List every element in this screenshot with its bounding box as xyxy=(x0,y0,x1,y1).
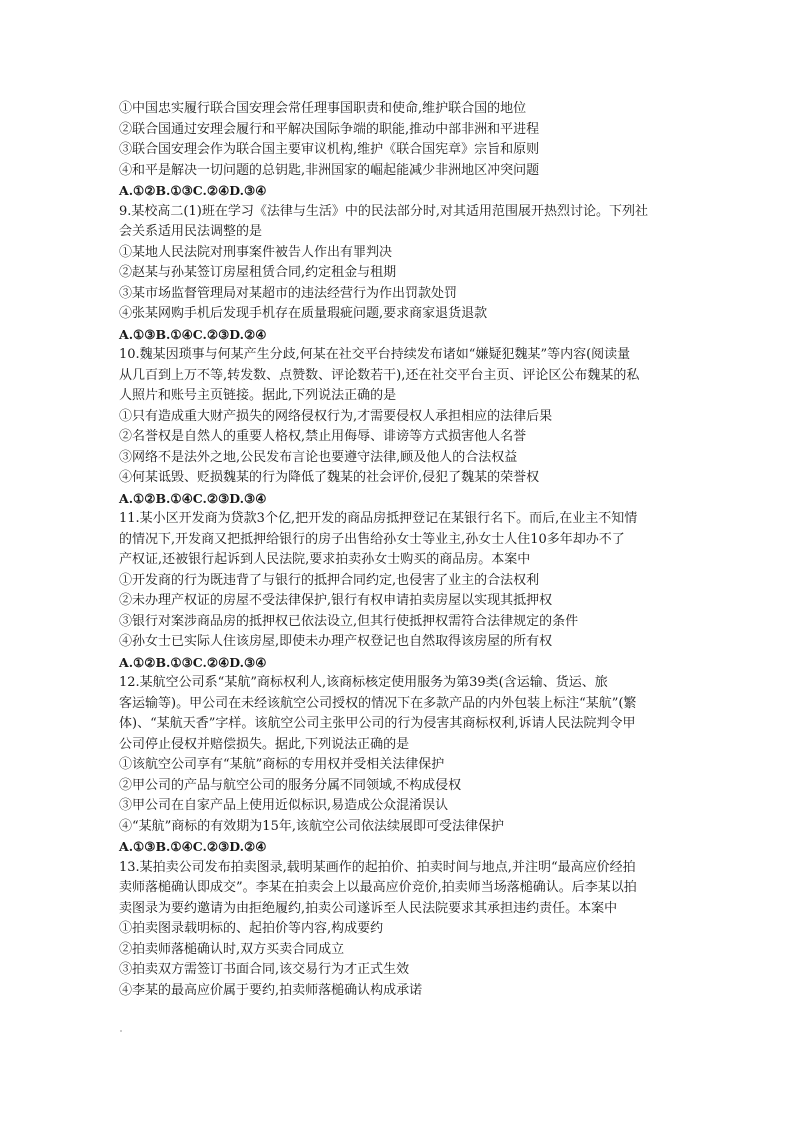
q13-option-3: ③拍卖双方需签订书面合同,该交易行为才正式生效 xyxy=(119,962,410,977)
q12-option-4: ④“某航”商标的有效期为15年,该航空公司依法续展即可受法律保护 xyxy=(119,818,504,834)
question-8 xyxy=(119,99,685,202)
scan-speck xyxy=(120,1030,122,1032)
q8-option-4: ④和平是解决一切问题的总钥匙,非洲国家的崛起能减少非洲地区冲突问题 xyxy=(119,162,540,178)
q11-option-2: ②未办理产权证的房屋不受法律保护,银行有权申请拍卖房屋以实现其抵押权 xyxy=(119,593,553,608)
q13-stem-line-1: 13.某拍卖公司发布拍卖图录,载明某画作的起拍价、拍卖时间与地点,并注明“最高应价经拍 xyxy=(119,859,636,875)
q12-stem-line-2: 客运输等)。甲公司在未经该航空公司授权的情况下在多款产品的内外包装上标注“某航”(繁 xyxy=(119,695,637,711)
question-11 xyxy=(119,509,685,673)
q12-option-3: ③甲公司在自家产品上使用近似标识,易造成公众混淆误认 xyxy=(119,798,449,813)
question-10 xyxy=(119,345,685,509)
q13-option-2: ②拍卖师落槌确认时,双方买卖合同成立 xyxy=(119,941,345,957)
q12-answer-choices: A.①③B.①④C.②③D.②④ xyxy=(119,839,267,854)
q8-answer-choices: A.①②B.①③C.②④D.③④ xyxy=(119,183,267,198)
question-12 xyxy=(119,673,685,858)
q11-stem-line-1: 11.某小区开发商为贷款3个亿,把开发的商品房抵押登记在某银行名下。而后,在业主不知情 xyxy=(119,511,638,526)
question-13 xyxy=(119,858,685,1002)
q11-stem-line-2: 的情况下,开发商又把抵押给银行的房子出售给孙女士等业主,孙女士人住10多年却办不了 xyxy=(119,531,625,547)
q12-option-2: ②甲公司的产品与航空公司的服务分属不同领域,不构成侵权 xyxy=(119,777,462,793)
q13-option-1: ①拍卖图录载明标的、起拍价等内容,构成要约 xyxy=(119,921,384,936)
q8-option-2: ②联合国通过安理会履行和平解决国际争端的职能,推动中部非洲和平进程 xyxy=(119,121,540,137)
q9-option-2: ②赵某与孙某签订房屋租赁合同,约定租金与租期 xyxy=(119,265,397,280)
q10-stem-line-3: 人照片和账号主页链接。据此,下列说法正确的是 xyxy=(119,388,397,403)
q11-option-1: ①开发商的行为既违背了与银行的抵押合同约定,也侵害了业主的合法权利 xyxy=(119,572,540,588)
q13-option-4: ④李某的最高应价属于要约,拍卖师落槌确认构成承诺 xyxy=(119,982,423,998)
q9-stem-line-2: 会关系适用民法调整的是 xyxy=(119,224,263,239)
q9-option-3: ③某市场监督管理局对某超市的违法经营行为作出罚款处罚 xyxy=(119,285,458,301)
q11-option-3: ③银行对案涉商品房的抵押权已依法设立,但其行使抵押权需符合法律规定的条件 xyxy=(119,613,579,629)
q13-stem-line-3: 卖图录为要约邀请为由拒绝履约,拍卖公司遂诉至人民法院要求其承担违约责任。本案中 xyxy=(119,900,618,916)
q12-stem-line-3: 体)、“某航天香”字样。该航空公司主张甲公司的行为侵害其商标权利,诉请人民法院判令甲 xyxy=(119,716,636,731)
q13-stem-line-2: 卖师落槌确认即成交”。李某在拍卖会上以最高应价竞价,拍卖师当场落槌确认。后李某以拍 xyxy=(119,880,637,895)
q9-option-1: ①某地人民法院对刑事案件被告人作出有罪判决 xyxy=(119,244,393,260)
q11-stem-line-3: 产权证,还被银行起诉到人民法院,要求拍卖孙女士购买的商品房。本案中 xyxy=(119,552,531,567)
q10-stem-line-1: 10.魏某因琐事与何某产生分歧,何某在社交平台持续发布诸如“嫌疑犯魏某”等内容(阅读量 xyxy=(119,347,631,362)
q10-option-4: ④何某诋毁、贬损魏某的行为降低了魏某的社会评价,侵犯了魏某的荣誉权 xyxy=(119,470,540,485)
q9-option-4: ④张某网购手机后发现手机存在质量瑕疵问题,要求商家退货退款 xyxy=(119,306,488,321)
q11-option-4: ④孙女士已实际人住该房屋,即使未办理产权登记也自然取得该房屋的所有权 xyxy=(119,634,553,649)
q10-answer-choices: A.①②B.①④C.②③D.③④ xyxy=(119,490,267,506)
q12-option-1: ①该航空公司享有“某航”商标的专用权并受相关法律保护 xyxy=(119,757,445,772)
q10-option-2: ②名誉权是自然人的重要人格权,禁止用侮辱、诽谤等方式损害他人名誉 xyxy=(119,429,527,444)
q10-option-3: ③网络不是法外之地,公民发布言论也要遵守法律,顾及他人的合法权益 xyxy=(119,449,518,465)
q11-answer-choices: A.①②B.①③C.②④D.③④ xyxy=(119,654,267,670)
exam-page xyxy=(119,99,685,1001)
question-9 xyxy=(119,202,685,346)
q8-option-3: ③联合国安理会作为联合国主要审议机构,维护《联合国宪章》宗旨和原则 xyxy=(119,142,540,157)
q9-answer-choices: A.①③B.①④C.②③D.②④ xyxy=(119,326,267,342)
q10-option-1: ①只有造成重大财产损失的网络侵权行为,才需要侵权人承担相应的法律后果 xyxy=(119,408,553,424)
q10-stem-line-2: 从几百到上万不等,转发数、点赞数、评论数若干),还在社交平台主页、评论区公布魏某的私 xyxy=(119,367,640,383)
q12-stem-line-4: 公司停止侵权并赔偿损失。据此,下列说法正确的是 xyxy=(119,736,410,752)
q8-option-1: ①中国忠实履行联合国安理会常任理事国职责和使命,维护联合国的地位 xyxy=(119,101,527,116)
q12-stem-line-1: 12.某航空公司系“某航”商标权利人,该商标核定使用服务为第39类(含运输、货运、旅 xyxy=(119,675,608,690)
q9-stem-line-1: 9.某校高二(1)班在学习《法律与生活》中的民法部分时,对其适用范围展开热烈讨论。下列社 xyxy=(119,203,648,219)
